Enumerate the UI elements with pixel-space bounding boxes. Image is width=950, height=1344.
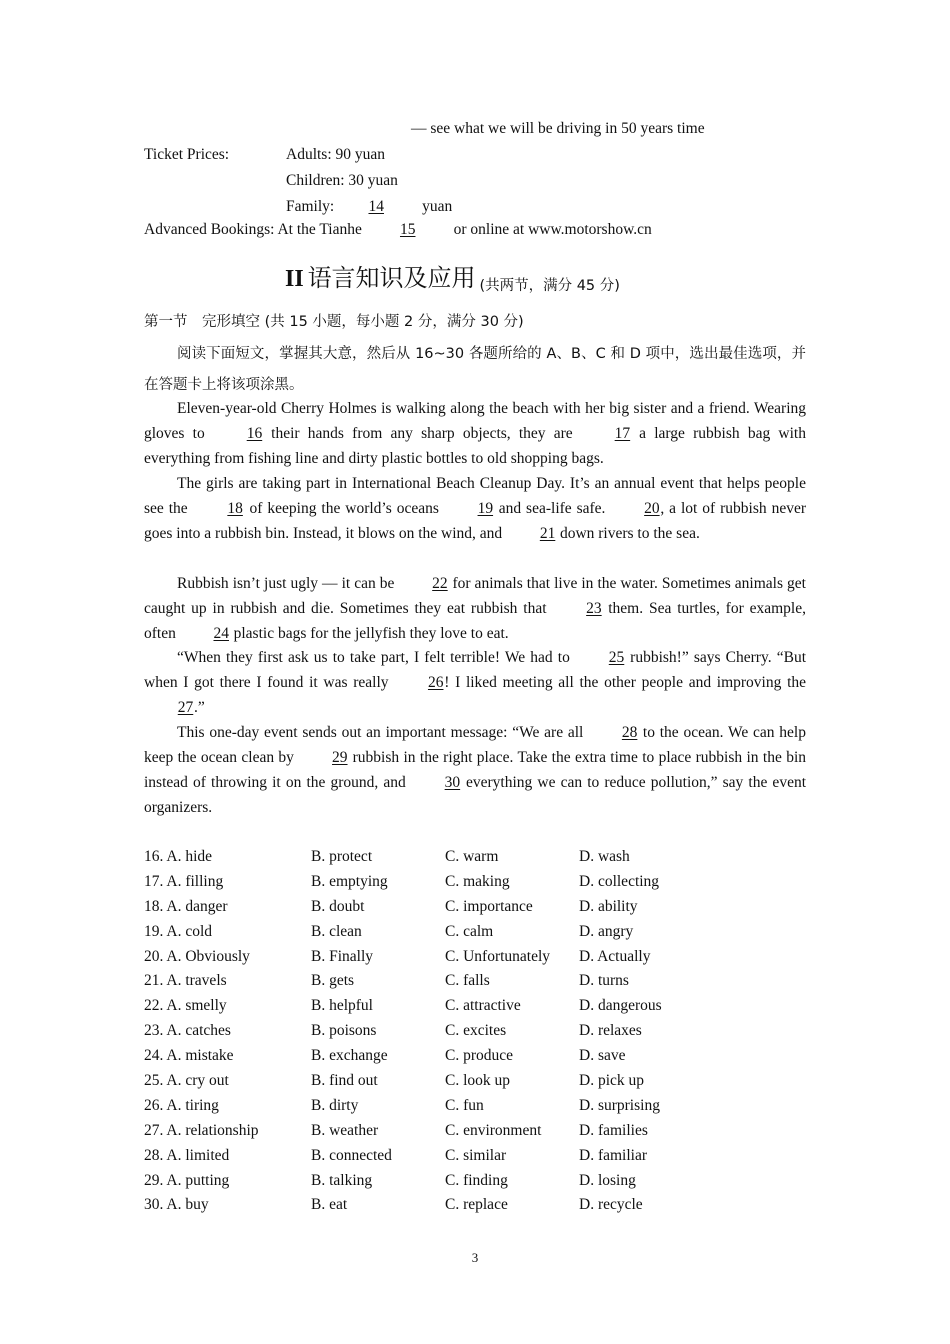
family-price [286, 198, 452, 216]
blank-26: 26 [427, 674, 444, 691]
blank-30: 30 [444, 774, 461, 791]
children-price: Children: 30 yuan [286, 172, 398, 189]
blank-17: 17 [614, 425, 631, 442]
blank-19: 19 [477, 500, 494, 517]
adult-price: Adults: 90 yuan [286, 146, 386, 163]
blank-18: 18 [227, 500, 243, 517]
booking-suffix: or online at www.motorshow.cn [453, 221, 652, 238]
blank-14: 14 [368, 198, 384, 215]
part-heading: 第一节 完形填空 (共 15 小题，每小题 2 分，满分 30 分) [144, 314, 524, 330]
paragraph-3: Rubbish isn’t just ugly — it can be 22 for animals that live in the water. Sometimes animals get caught up in rubbish and die. Sometimes they eat rubbish that 23 them. Sea turtles, for example, often 24 plastic bags for the jellyfish they love to eat. [144, 571, 806, 646]
family-prefix: Family: [286, 198, 335, 215]
motor-show-subtitle: — see what we will be driving in 50 years time [411, 120, 705, 137]
blank-28: 28 [621, 724, 638, 741]
instruction: 阅读下面短文，掌握其大意，然后从 16~30 各题所给的 A、B、C 和 D 项中，选出最佳选项，并在答题卡上将该项涂黑。 [144, 346, 806, 393]
ticket-prices-label: Ticket Prices: [144, 146, 230, 163]
family-suffix: yuan [422, 198, 453, 215]
section-roman: II [285, 266, 304, 292]
blank-15: 15 [399, 221, 416, 238]
blank-23: 23 [586, 600, 602, 617]
blank-25: 25 [608, 649, 625, 666]
blank-24: 24 [213, 625, 229, 642]
page-number: 3 [471, 1250, 479, 1265]
booking-prefix: Advanced Bookings: At the Tianhe [144, 221, 362, 238]
blank-20: 20 [644, 500, 660, 517]
paragraph-5: This one-day event sends out an important message: “We are all 28 to the ocean. We can help keep the ocean clean by 29 rubbish in the right place. Take the extra time to place rubbish in the bin instead of throwing it on the ground, and 30 everything we can to reduce pollution,” say the event organizers. [144, 720, 806, 820]
paragraph-1: Eleven-year-old Cherry Holmes is walking along the beach with her big sister and a friend. Wearing gloves to 16 their hands from any sharp objects, they are 17 a large rubbish bag with everything from fishing line and dirty plastic bottles to old shopping bags. [144, 400, 806, 467]
blank-27: 27 [177, 699, 194, 716]
paragraph-2: The girls are taking part in International Beach Cleanup Day. It’s an annual event that helps people see the 18 of keeping the world’s oceans 19 and sea-life safe. 20, a lot of rubbish never goes into a rubbish bin. Instead, it blows on the wind, and 21 down rivers to the sea. [144, 471, 806, 546]
blank-22: 22 [432, 575, 448, 592]
advanced-bookings [144, 221, 652, 239]
blank-21: 21 [539, 525, 556, 542]
section-heading [285, 258, 620, 293]
blank-16: 16 [246, 425, 263, 442]
section-note: (共两节，满分 45 分) [479, 278, 620, 294]
section-title: 语言知识及应用 [307, 264, 476, 292]
blank-29: 29 [332, 749, 348, 766]
paragraph-4: “When they first ask us to take part, I felt terrible! We had to 25 rubbish!” says Cherry. “But when I got there I found it was really 26! I liked meeting all the other people and improving the 27.” [144, 645, 806, 720]
